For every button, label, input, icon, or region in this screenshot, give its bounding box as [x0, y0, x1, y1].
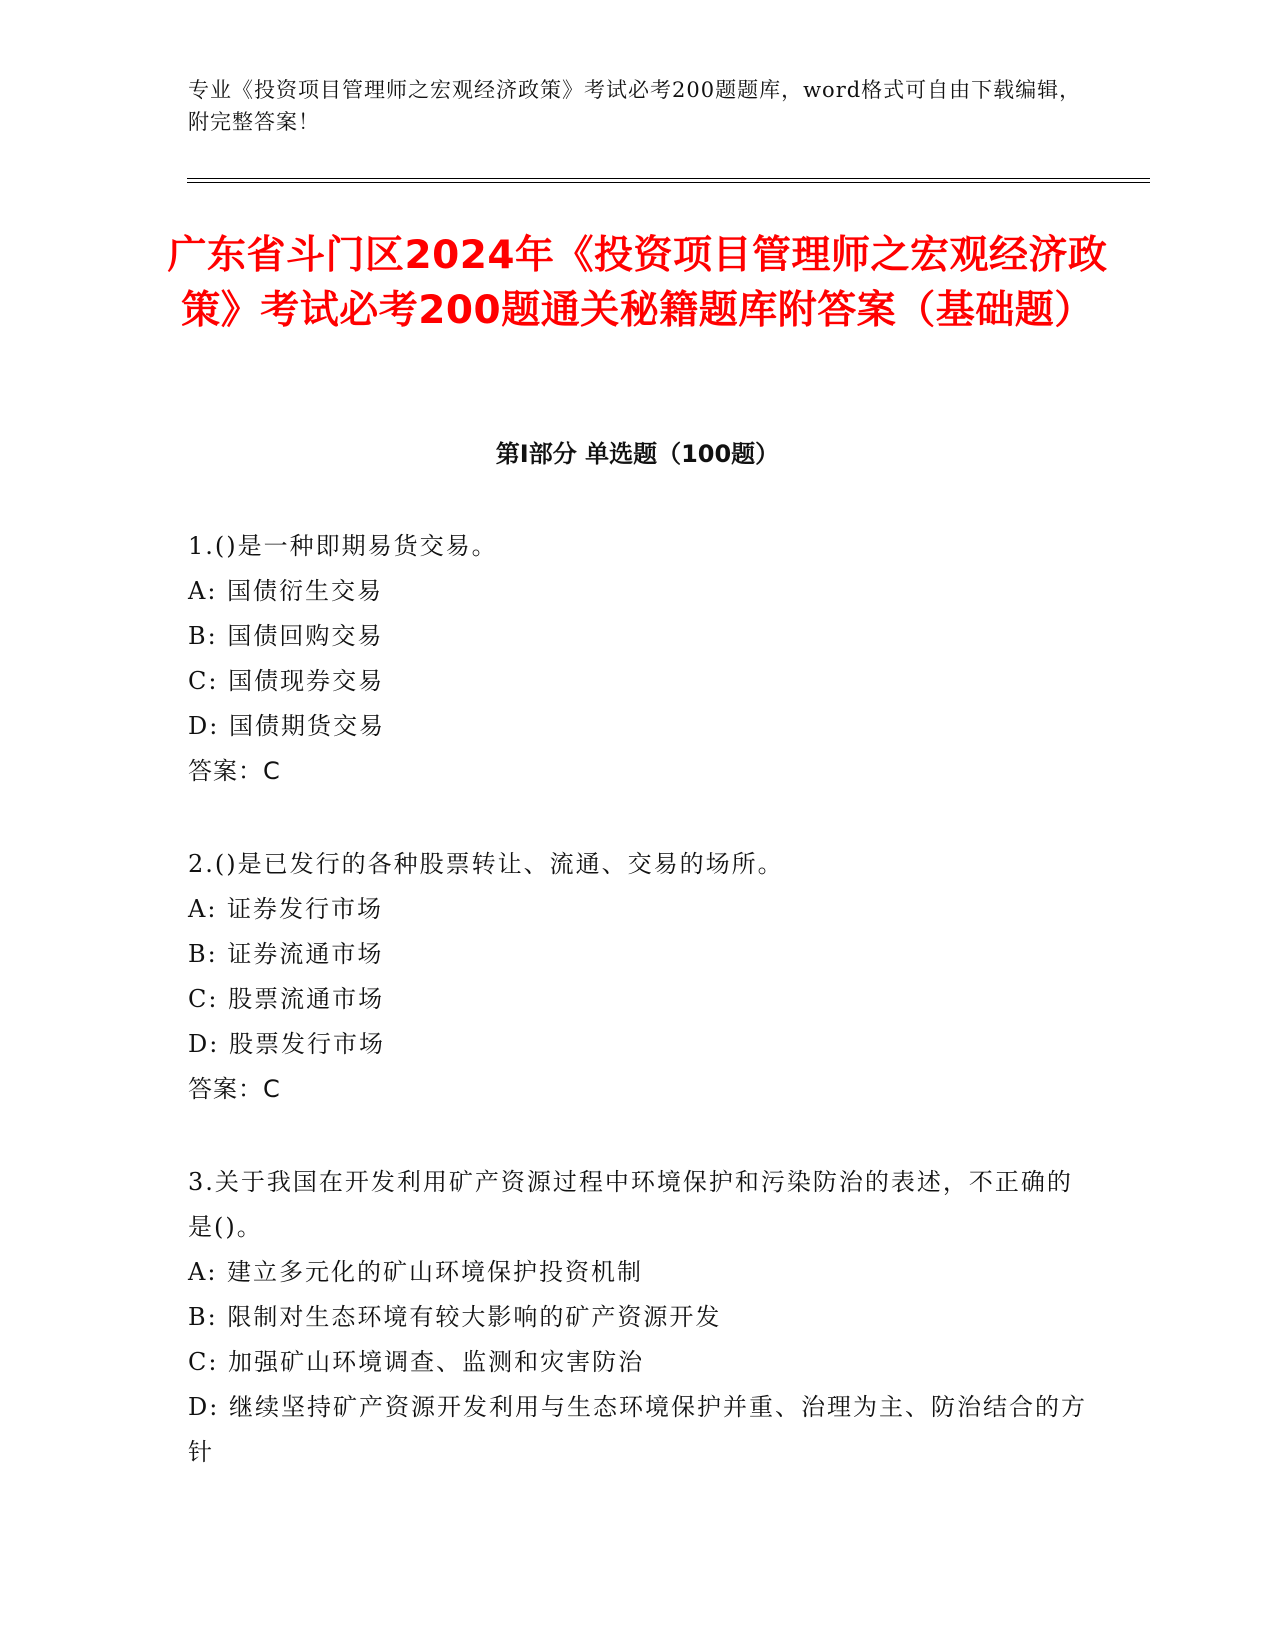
- header-divider-top: [187, 178, 1150, 179]
- option-d: D: 国债期货交易: [188, 712, 385, 740]
- question-stem: 1.()是一种即期易货交易。: [188, 532, 498, 560]
- option-c: C: 加强矿山环境调查、监测和灾害防治: [188, 1348, 645, 1376]
- option-d: D: 股票发行市场: [188, 1030, 385, 1058]
- option-b: B: 证券流通市场: [188, 940, 384, 968]
- option-b: B: 限制对生态环境有较大影响的矿产资源开发: [188, 1303, 722, 1331]
- document-title: 广东省斗门区2024年《投资项目管理师之宏观经济政策》考试必考200题通关秘籍题库附答案（基础题）: [167, 233, 1108, 333]
- question-3: [188, 1160, 1088, 1475]
- option-c: C: 股票流通市场: [188, 985, 385, 1013]
- section-title: 第Ⅰ部分 单选题（100题）: [495, 440, 780, 468]
- question-stem: 3.关于我国在开发利用矿产资源过程中环境保护和污染防治的表述，不正确的是()。: [188, 1168, 1073, 1241]
- header-divider-bottom: [187, 182, 1150, 183]
- option-c: C: 国债现券交易: [188, 667, 385, 695]
- header-note: 专业《投资项目管理师之宏观经济政策》考试必考200题题库，word格式可自由下载编辑，附完整答案！: [188, 78, 1082, 134]
- option-a: A: 证券发行市场: [188, 895, 384, 923]
- question-stem: 2.()是已发行的各种股票转让、流通、交易的场所。: [188, 850, 784, 878]
- option-a: A: 国债衍生交易: [188, 577, 384, 605]
- option-b: B: 国债回购交易: [188, 622, 384, 650]
- option-a: A: 建立多元化的矿山环境保护投资机制: [188, 1258, 644, 1286]
- answer-line: 答案：C: [188, 1075, 281, 1103]
- question-2: [188, 842, 1088, 1112]
- answer-line: 答案：C: [188, 757, 281, 785]
- option-d: D: 继续坚持矿产资源开发利用与生态环境保护并重、治理为主、防治结合的方针: [188, 1393, 1087, 1466]
- question-1: [188, 524, 1088, 794]
